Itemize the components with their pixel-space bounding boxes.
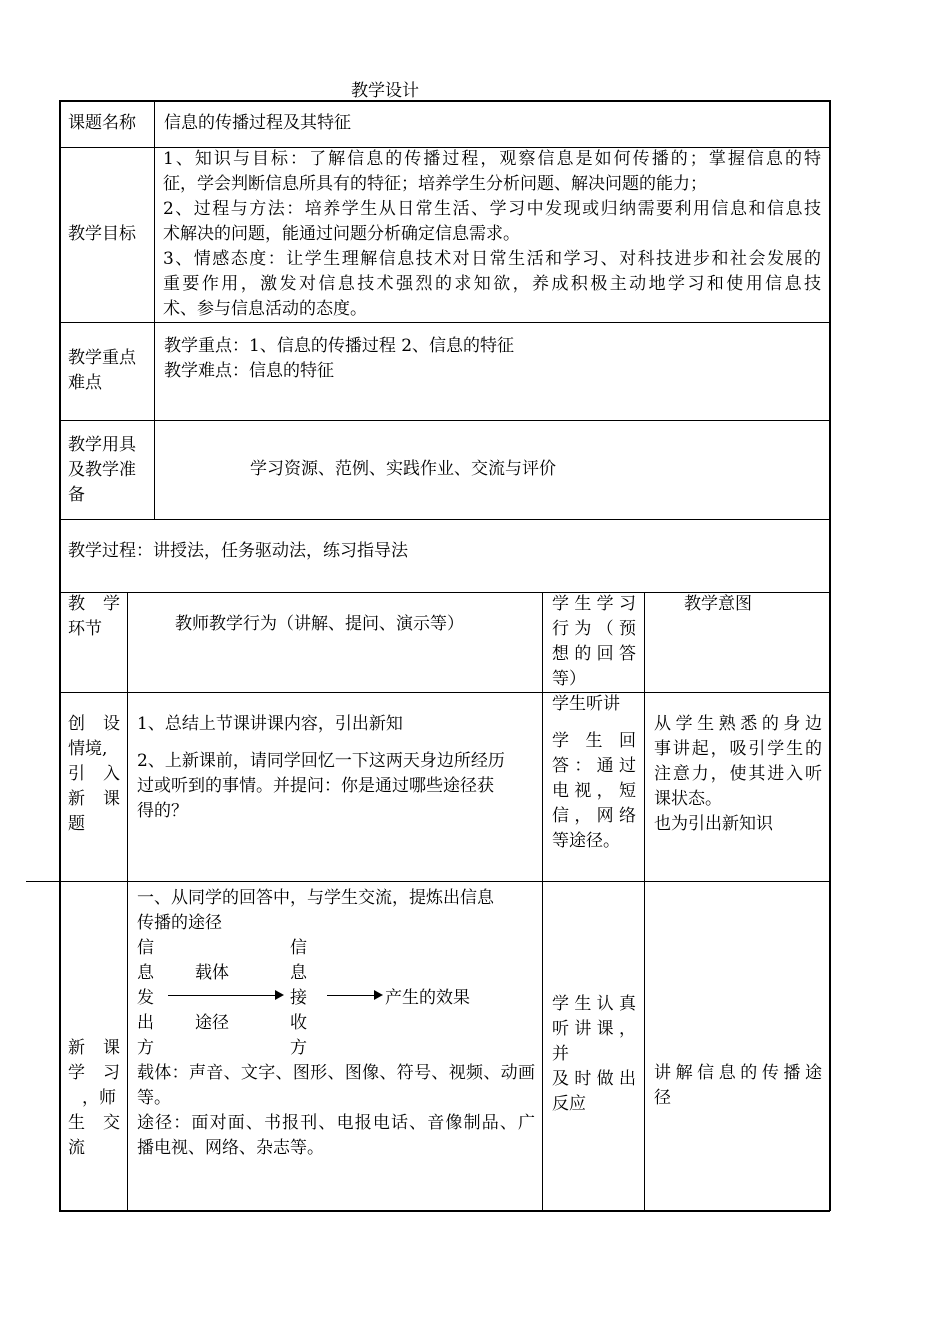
header-intent: 教学意图 [684,594,752,614]
topic-label: 课题名称 [68,113,136,133]
keypoints-label: 教学重点 难点 [68,348,136,393]
goals-line: 1、知识与目标：了解信息的传播过程，观察信息是如何传播的；掌握信息的特 [163,149,821,169]
diagram-carrier-label: 载体 [195,963,229,983]
goals-line: 术解决的问题，能通过问题分析确定信息需求。 [163,224,520,244]
difficult-point: 教学难点：信息的特征 [164,361,334,381]
tools-value: 学习资源、范例、实践作业、交流与评价 [250,459,556,479]
row1-stage: 创 设 情境, 引 入 新 课 题 [68,714,120,834]
goals-line: 3、情感态度：让学生理解信息技术对日常生活和学习、对科技进步和社会发展的 [163,249,821,269]
row2-teacher-intro: 一、从同学的回答中，与学生交流，提炼出信息 传播的途径 [137,888,494,933]
goals-text [163,147,821,322]
row1-intent: 从学生熟悉的身边 事讲起，吸引学生的 注意力，使其进入听 课状态。 也为引出新知识 [654,714,822,834]
row1-teacher: 1、总结上节课讲课内容，引出新知 2、上新课前，请同学回忆一下这两天身边所经历 过或听到的事情。并提问：你是通过哪些途径获 得的？ [137,714,505,821]
goals-line: 重要作用，激发对信息技术强烈的求知欲，养成积极主动地学习和使用信息技 [163,274,821,294]
row2-student: 学生认真 听讲课，并 及时做出 反应 [552,994,636,1114]
goals-line: 征，学会判断信息所具有的特征；培养学生分析问题、解决问题的能力； [163,174,707,194]
header-teacher: 教师教学行为（讲解、提问、演示等） [175,614,464,634]
diagram-arrow-channel [168,995,282,996]
keypoints-text [164,334,514,384]
diagram-route-label: 途径 [195,1013,229,1033]
row2-stage: 新 课 学 习 ，师 生 交 流 [68,1038,120,1158]
document-title: 教学设计 [351,81,419,101]
header-student: 学生学习 行为（预 想的回答 等） [552,594,636,689]
header-stage: 教 学 环节 [68,594,120,639]
row1-student: 学生听讲 学 生 回 答：通过 电视，短 信，网络 等途径。 [552,694,636,851]
diagram-effect-label: 产生的效果 [385,988,470,1008]
diagram-arrow-effect [327,995,381,996]
row2-teacher-details: 载体：声音、文字、图形、图像、符号、视频、动画 等。 途径：面对面、书报刊、电报电话、音像制品、广 播电视、网络、杂志等。 [137,1063,535,1158]
diagram-receiver: 信 息 接 收 方 [290,938,307,1058]
topic-value: 信息的传播过程及其特征 [164,113,351,133]
diagram-sender: 信 息 发 出 方 [137,938,154,1058]
row2-intent: 讲解信息的传播途 径 [654,1063,822,1108]
goals-label: 教学目标 [68,224,136,244]
process-methods: 教学过程：讲授法，任务驱动法，练习指导法 [68,541,408,561]
key-point: 教学重点：1、信息的传播过程 2、信息的特征 [164,336,515,356]
goals-line: 术、参与信息活动的态度。 [163,299,367,319]
tools-label: 教学用具 及教学准 备 [68,435,136,505]
goals-line: 2、过程与方法：培养学生从日常生活、学习中发现或归纳需要利用信息和信息技 [163,199,821,219]
